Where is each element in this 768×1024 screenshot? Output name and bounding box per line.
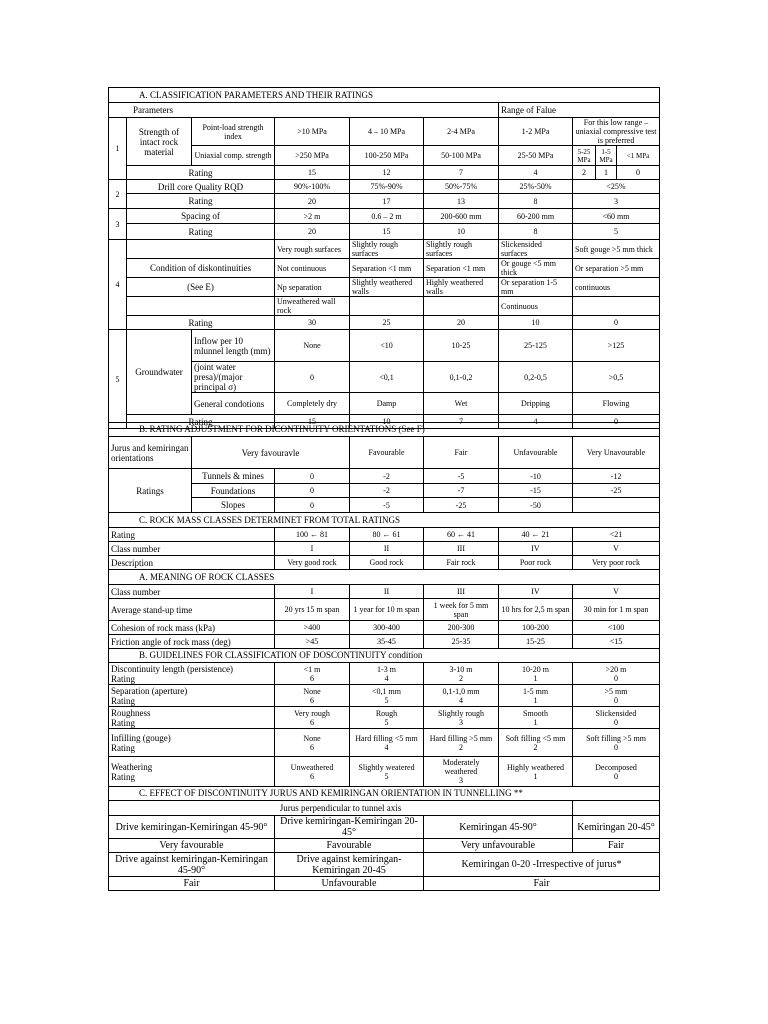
condition-text: Smooth [523,708,548,718]
value-cell: 0 [275,469,350,484]
value-cell: -12 [573,469,660,484]
orientation-cell: Drive against kemiringan-Kemiringan 20-45 [275,853,424,877]
condition-text: 1-3 m [377,664,396,674]
rating-cell: 15 [275,415,350,429]
value-cell: Fair rock [424,556,499,570]
param-name: Groundwater [127,330,192,415]
value-cell: 300-400 [350,621,424,635]
value-cell [275,685,350,707]
value-cell: >125 [573,330,660,362]
value-cell: <15 [573,635,660,649]
row-label: Tunnels & mines [192,469,275,484]
value-cell [573,685,660,707]
value-cell: >0,5 [573,362,660,393]
rating-value: 2 [459,742,463,752]
rating-cell: 30 [275,316,350,330]
condition-text: 0,1-1,0 mm [442,686,480,696]
column-header: Unfavourable [499,437,573,469]
see-reference: (See E) [127,278,275,297]
value-cell [350,663,424,685]
orientation-cell: Kemiringan 0-20 -Irrespective of jurus* [424,853,660,877]
row-label: Foundations [192,484,275,498]
rating-cell: 13 [424,194,499,209]
value-cell: III [424,585,499,599]
rating-value: 0 [614,742,618,752]
effect-cell: Favourable [275,839,424,853]
value-cell: Slightly rough surfaces [350,240,424,259]
rating-label: Rating [127,194,275,209]
value-cell: Or gouge <5 mm thick [499,259,573,278]
note-cell: For this low range – uniaxial compressive test is preferred [573,118,660,146]
value-cell: 1-2 MPa [499,118,573,146]
rating-cell: 20 [275,224,350,240]
row-label: Friction angle of rock mass (deg) [109,635,275,649]
value-cell: -15 [499,484,573,498]
row-label [109,685,275,707]
condition-text: None [303,733,321,743]
rating-cell: 2 [573,166,596,180]
sub-param-label: (joint water presa)/(major principal σ) [192,362,275,393]
rating-label: Rating [127,224,275,240]
rating-value: 6 [310,695,314,705]
value-cell: >250 MPa [275,146,350,166]
rating-cell: 7 [424,166,499,180]
value-cell: 200-600 mm [424,209,499,224]
value-cell: Dripping [499,393,573,415]
column-header: Fair [424,437,499,469]
rating-cell: 10 [499,316,573,330]
rating-value: 1 [533,717,538,727]
orientation-cell: Drive kemiringan-Kemiringan 45-90° [109,816,275,839]
row-label: Description [109,556,275,570]
condition-text: Highly weathered [506,762,565,772]
row-label: Class number [109,585,275,599]
condition-text: Slightly weatered [358,762,415,772]
condition-text: 3-10 m [449,664,473,674]
rating-value: 4 [384,742,389,752]
condition-text: >5 mm [604,686,628,696]
tunnelling-orientation-table [108,786,660,891]
value-cell [499,757,573,787]
value-cell [573,729,660,757]
value-cell: 60-200 mm [499,209,573,224]
sub-param-label: Point-load strength index [192,118,275,146]
perpendicular-label: Jurus perpendicular to tunnel axis [109,801,573,816]
blank-cell [127,297,275,316]
value-cell [424,729,499,757]
value-cell: 2-4 MPa [424,118,499,146]
rating-value: 4 [459,695,463,705]
sub-param-label: Inflow per 10 mlunnel length (mm) [192,330,275,362]
param-name: Spacing of [127,209,275,224]
value-cell: 4 – 10 MPa [350,118,424,146]
value-cell: Soft gouge >5 mm thick [573,240,660,259]
effect-cell: Fair [109,877,275,891]
rating-cell: 5 [573,224,660,240]
value-cell: -5 [424,469,499,484]
orientation-cell: Kemiringan 20-45° [573,816,660,839]
value-cell: None [275,330,350,362]
param-name: Drill core Quality RQD [127,180,275,194]
rating-value: 1 [533,771,538,781]
value-cell: Np separation [275,278,350,297]
value-cell: 25-35 [424,635,499,649]
section-c-title: C. ROCK MASS CLASSES DETERMINET FROM TOTAL RATINGS [109,513,660,528]
rating-value: 5 [384,771,389,781]
value-cell: 0 [275,362,350,393]
condition-text: <0,1 mm [372,686,401,696]
value-cell: <100 [573,621,660,635]
value-cell: 20 yrs 15 m span [275,599,350,621]
rating-adjustment-table [108,422,660,513]
criterion-label: Roughness [111,707,151,718]
rating-cell: 12 [350,166,424,180]
row-label [109,707,275,729]
value-cell: -5 [350,498,424,513]
condition-text: Slightly rough [437,708,484,718]
condition-text: Decomposed [595,762,637,772]
rock-class-meaning-table [108,569,660,649]
condition-text: None [303,686,321,696]
param-number: 1 [109,118,127,180]
value-cell: 60 ← 41 [424,528,499,542]
value-cell: Good rock [350,556,424,570]
value-cell: -50 [499,498,573,513]
condition-text: 10-20 m [522,664,549,674]
rating-cell: 0 [573,316,660,330]
value-cell [573,757,660,787]
condition-text: >20 m [605,664,627,674]
rating-label: Rating [111,771,135,782]
param-number: 4 [109,240,127,330]
value-cell: IV [499,585,573,599]
rating-cell: 8 [499,194,573,209]
criterion-label: Separation (aperture) [111,685,188,696]
value-cell: 15-25 [499,635,573,649]
rating-cell: 17 [350,194,424,209]
value-cell: Very poor rock [573,556,660,570]
rating-value: 6 [310,742,314,752]
value-cell: 0 [275,498,350,513]
value-cell: 1-5 MPa [596,146,617,166]
rating-cell: 10 [350,415,424,429]
rating-label: Rating [127,415,275,429]
value-cell: 100 ← 81 [275,528,350,542]
rating-cell: 4 [499,415,573,429]
effect-cell: Very favourable [109,839,275,853]
rating-label: Rating [127,316,275,330]
row-label [109,729,275,757]
value-cell: 10-25 [424,330,499,362]
effect-cell: Very unfavourable [424,839,573,853]
rating-cell: 1 [596,166,617,180]
value-cell [350,297,424,316]
value-cell: Separation <1 mm [424,259,499,278]
value-cell [350,729,424,757]
value-cell: I [275,542,350,556]
value-cell: -2 [350,469,424,484]
value-cell [573,498,660,513]
condition-text: Slickensided [595,708,637,718]
orientation-cell: Kemiringan 45-90° [424,816,573,839]
rating-value: 2 [533,742,538,752]
row-label: Average stand-up time [109,599,275,621]
section-e-title: B. GUIDELINES FOR CLASSIFICATION OF DOSCONTINUITY condition [109,649,660,663]
rating-cell: 4 [499,166,573,180]
value-cell: Highly weathered walls [424,278,499,297]
rating-value: 6 [310,673,314,683]
rating-label: Rating [111,695,135,706]
rating-cell: 20 [424,316,499,330]
section-f-title: C. EFFECT OF DISCONTINUITY JURUS AND KEMIRINGAN ORIENTATION IN TUNNELLING ** [109,787,660,801]
condition-text: <1 m [303,664,321,674]
value-cell: Damp [350,393,424,415]
discontinuity-guidelines-table [108,648,660,787]
value-cell: >400 [275,621,350,635]
blank-cell [127,240,275,259]
criterion-label: Infilling (gouge) [111,732,171,743]
value-cell: 1 year for 10 m span [350,599,424,621]
value-cell: Separation <1 mm [350,259,424,278]
value-cell [350,757,424,787]
value-cell: Slickensided surfaces [499,240,573,259]
rating-value: 6 [310,717,314,727]
value-cell: >2 m [275,209,350,224]
rating-value: 3 [459,717,463,727]
value-cell: <1 MPa [617,146,660,166]
value-cell: Very rough surfaces [275,240,350,259]
value-cell: 200-300 [424,621,499,635]
value-cell: 100-250 MPa [350,146,424,166]
value-cell: 35-45 [350,635,424,649]
rating-value: 1 [533,695,538,705]
blank-cell [573,801,660,816]
value-cell: Or separation 1-5 mm [499,278,573,297]
value-cell [350,685,424,707]
row-label: Cohesion of rock mass (kPa) [109,621,275,635]
value-cell: <21 [573,528,660,542]
rating-value: 6 [310,771,314,781]
row-label [109,663,275,685]
value-cell [424,297,499,316]
column-header: Favourable [350,437,424,469]
value-cell: Poor rock [499,556,573,570]
value-cell: Wet [424,393,499,415]
rating-value: 0 [614,695,618,705]
value-cell: -2 [350,484,424,498]
value-cell: III [424,542,499,556]
value-cell: Slightly rough surfaces [424,240,499,259]
classification-parameters-table [108,87,660,429]
rating-value: 5 [384,717,389,727]
value-cell: -25 [573,484,660,498]
rating-cell: 0 [617,166,660,180]
value-cell: 5-25 MPa [573,146,596,166]
rating-value: 5 [384,695,389,705]
value-cell: 50-100 MPa [424,146,499,166]
value-cell [499,663,573,685]
value-cell: V [573,542,660,556]
value-cell: Very good rock [275,556,350,570]
value-cell [275,729,350,757]
value-cell: II [350,542,424,556]
condition-text: Rough [375,708,398,718]
condition-text: Unweathered [290,762,334,772]
value-cell: <0,1 [350,362,424,393]
value-cell [424,685,499,707]
value-cell: -25 [424,498,499,513]
value-cell: Continuous [499,297,573,316]
rating-value: 2 [459,673,463,683]
value-cell: Unweathered wall rock [275,297,350,316]
value-cell: -10 [499,469,573,484]
rating-cell: 10 [424,224,499,240]
value-cell [499,729,573,757]
rating-cell: 20 [275,194,350,209]
rating-value: 0 [614,717,618,727]
value-cell: 0 [275,484,350,498]
param-number: 3 [109,209,127,240]
value-cell [573,707,660,729]
value-cell [573,663,660,685]
condition-text: Hard filling <5 mm [355,733,418,743]
value-cell [499,707,573,729]
ratings-label: Ratings [109,469,192,513]
orientation-cell: Drive kemiringan-Kemiringan 20-45° [275,816,424,839]
value-cell: -7 [424,484,499,498]
value-cell [350,707,424,729]
rating-value: 0 [614,673,618,683]
value-cell: 25%-50% [499,180,573,194]
value-cell [424,663,499,685]
value-cell: 25-50 MPa [499,146,573,166]
condition-text: Soft filling >5 mm [586,733,646,743]
rating-value: 3 [459,776,463,785]
sub-param-label: Uniaxial comp. strength [192,146,275,166]
param-name: Strength of intact rock material [127,118,192,166]
effect-cell: Fair [424,877,660,891]
rating-label: Rating [111,717,135,728]
rating-cell: 25 [350,316,424,330]
rating-label: Rating [111,673,135,684]
parameters-header: Parameters [109,103,499,118]
range-header: Range of Falue [499,103,660,118]
value-cell: Or separation >5 mm [573,259,660,278]
value-cell: <10 [350,330,424,362]
value-cell: IV [499,542,573,556]
value-cell: 80 ← 61 [350,528,424,542]
criterion-label: Weathering [111,761,153,772]
orientation-cell: Drive against kemiringan-Kemiringan 45-90° [109,853,275,877]
rating-value: 4 [384,673,389,683]
condition-text: Hard filling >5 mm [429,733,493,743]
row-label: Class number [109,542,275,556]
value-cell [424,757,499,787]
value-cell: Slightly weathered walls [350,278,424,297]
condition-text: Soft filling <5 mm [505,733,566,743]
value-cell: 100-200 [499,621,573,635]
row-label: Slopes [192,498,275,513]
effect-cell: Unfavourable [275,877,424,891]
rating-value: 1 [533,673,538,683]
value-cell: 75%-90% [350,180,424,194]
value-cell: 10 hrs for 2,5 m span [499,599,573,621]
rating-label: Rating [127,166,275,180]
value-cell: Flowing [573,393,660,415]
param-name: Condition of diskontinuities [127,259,275,278]
value-cell: <25% [573,180,660,194]
condition-text: Moderately weathered [442,758,480,776]
value-cell: II [350,585,424,599]
value-cell: 40 ← 21 [499,528,573,542]
rating-cell: 7 [424,415,499,429]
rock-mass-classes-table [108,512,660,570]
value-cell: Completely dry [275,393,350,415]
value-cell: >10 MPa [275,118,350,146]
value-cell: <60 mm [573,209,660,224]
rating-cell: 15 [275,166,350,180]
value-cell: 0,1-0,2 [424,362,499,393]
value-cell: 90%-100% [275,180,350,194]
section-b-title: B. RATING ADJUSTMENT FOR DICONTINUITY ORIENTATIONS (See F) [109,423,660,437]
value-cell: >45 [275,635,350,649]
param-number: 5 [109,330,127,429]
section-a-title: A. CLASSIFICATION PARAMETERS AND THEIR RATINGS [109,88,660,103]
param-number: 2 [109,180,127,209]
value-cell [499,685,573,707]
value-cell: Not continuous [275,259,350,278]
section-d-title: A. MEANING OF ROCK CLASSES [109,570,660,585]
value-cell: 30 min for 1 m span [573,599,660,621]
value-cell: 25-125 [499,330,573,362]
value-cell: continuous [573,278,660,297]
column-header: Very Unavourable [573,437,660,469]
condition-text: 1-5 mm [522,686,549,696]
value-cell: 0.6 – 2 m [350,209,424,224]
value-cell: I [275,585,350,599]
value-cell: 50%-75% [424,180,499,194]
sub-param-label: General condotions [192,393,275,415]
row-label: Rating [109,528,275,542]
rating-cell: 3 [573,194,660,209]
column-header: Very favouravle [192,437,350,469]
effect-cell: Fair [573,839,660,853]
value-cell [573,297,660,316]
value-cell [275,757,350,787]
value-cell: 0,2-0,5 [499,362,573,393]
criterion-label: Discontinuity length (persistence) [111,663,233,674]
rating-cell: 0 [573,415,660,429]
value-cell [424,707,499,729]
orientation-header-label: Jurus and kemiringan orientations [109,437,192,469]
row-label [109,757,275,787]
condition-text: Very rough [294,708,330,718]
rating-label: Rating [111,742,135,753]
rating-value: 0 [614,771,618,781]
value-cell [275,663,350,685]
rating-cell: 15 [350,224,424,240]
rating-cell: 8 [499,224,573,240]
value-cell: V [573,585,660,599]
value-cell: 1 week for 5 mm span [424,599,499,621]
value-cell [275,707,350,729]
